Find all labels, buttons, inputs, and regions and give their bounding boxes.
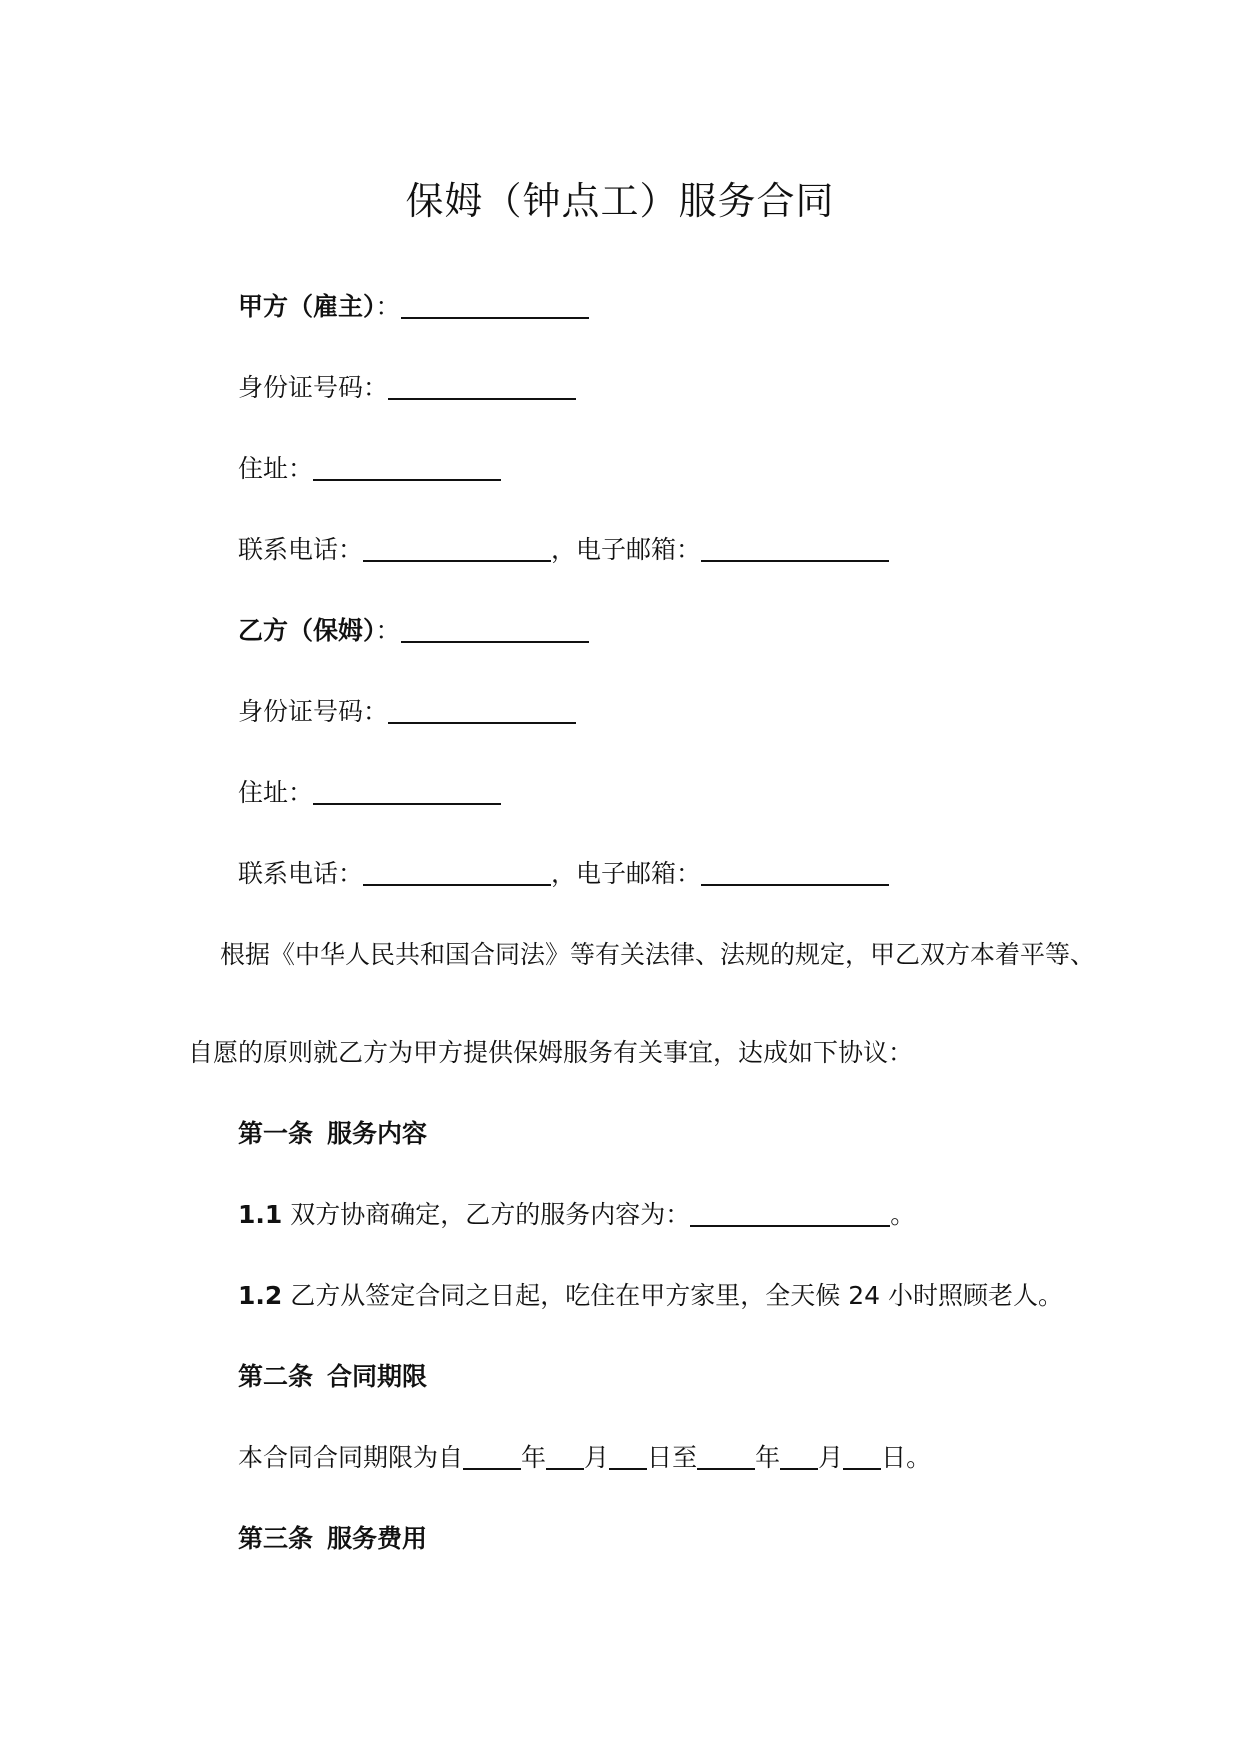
party-b-label: 乙方（保姆）: [238, 616, 376, 645]
party-b-name-line: [238, 614, 589, 648]
start-day-label: 日: [647, 1443, 673, 1472]
party-b-contact-line: [238, 857, 889, 891]
party-a-phone-blank[interactable]: [363, 534, 551, 562]
item-1-1-end: 。: [890, 1200, 916, 1229]
party-b-address-blank[interactable]: [313, 777, 501, 805]
article-2-heading: [238, 1360, 427, 1394]
party-b-id-line: [238, 695, 576, 729]
start-month-label: 月: [584, 1443, 610, 1472]
article-3-title: 服务费用: [327, 1524, 428, 1553]
party-a-colon: ：: [375, 292, 401, 321]
article-1-item-2: [238, 1279, 1063, 1313]
party-a-email-label: ，电子邮箱：: [551, 535, 702, 564]
end-year-blank[interactable]: [697, 1442, 755, 1470]
start-year-label: 年: [521, 1443, 547, 1472]
article-2-title: 合同期限: [327, 1362, 428, 1391]
article-1-number: 第一条: [238, 1119, 314, 1148]
term-to-label: 至: [672, 1443, 698, 1472]
party-b-id-label: 身份证号码：: [238, 697, 389, 726]
document-title: 保姆（钟点工）服务合同: [405, 179, 835, 223]
item-1-2-number: 1.2: [238, 1281, 283, 1310]
party-a-name-blank[interactable]: [401, 291, 589, 319]
term-end: 。: [906, 1443, 932, 1472]
party-a-email-blank[interactable]: [701, 534, 889, 562]
end-year-label: 年: [755, 1443, 781, 1472]
party-a-address-label: 住址：: [238, 454, 314, 483]
article-1-item-1: [238, 1198, 915, 1232]
party-a-name-line: [238, 290, 589, 324]
end-month-label: 月: [818, 1443, 844, 1472]
service-content-blank[interactable]: [690, 1199, 890, 1227]
term-text-start: 本合同合同期限为自: [238, 1443, 464, 1472]
party-b-phone-label: 联系电话：: [238, 859, 364, 888]
party-a-address-line: [238, 452, 501, 486]
party-a-id-blank[interactable]: [388, 372, 576, 400]
party-b-address-line: [238, 776, 501, 810]
end-month-blank[interactable]: [780, 1442, 818, 1470]
start-month-blank[interactable]: [546, 1442, 584, 1470]
party-b-address-label: 住址：: [238, 778, 314, 807]
party-b-name-blank[interactable]: [401, 615, 589, 643]
party-a-phone-label: 联系电话：: [238, 535, 364, 564]
preamble-line-1: 根据《中华人民共和国合同法》等有关法律、法规的规定，甲乙双方本着平等、: [220, 940, 1096, 969]
item-1-1-text: 双方协商确定，乙方的服务内容为：: [282, 1200, 691, 1229]
end-day-label: 日: [881, 1443, 907, 1472]
party-b-email-label: ，电子邮箱：: [551, 859, 702, 888]
start-year-blank[interactable]: [463, 1442, 521, 1470]
party-a-id-line: [238, 371, 576, 405]
item-1-2-text: 乙方从签定合同之日起，吃住在甲方家里，全天候 24 小时照顾老人。: [282, 1281, 1063, 1310]
party-a-address-blank[interactable]: [313, 453, 501, 481]
party-b-id-blank[interactable]: [388, 696, 576, 724]
party-a-label: 甲方（雇主）: [238, 292, 376, 321]
party-b-phone-blank[interactable]: [363, 858, 551, 886]
preamble-line-2: 自愿的原则就乙方为甲方提供保姆服务有关事宜，达成如下协议：: [188, 1038, 914, 1067]
party-b-colon: ：: [375, 616, 401, 645]
item-1-1-number: 1.1: [238, 1200, 283, 1229]
start-day-blank[interactable]: [609, 1442, 647, 1470]
article-3-number: 第三条: [238, 1524, 314, 1553]
party-a-id-label: 身份证号码：: [238, 373, 389, 402]
party-a-contact-line: [238, 533, 889, 567]
article-2-number: 第二条: [238, 1362, 314, 1391]
end-day-blank[interactable]: [843, 1442, 881, 1470]
contract-term-line: [238, 1441, 931, 1475]
article-1-heading: [238, 1117, 427, 1151]
article-1-title: 服务内容: [327, 1119, 428, 1148]
article-3-heading: [238, 1522, 427, 1556]
party-b-email-blank[interactable]: [701, 858, 889, 886]
